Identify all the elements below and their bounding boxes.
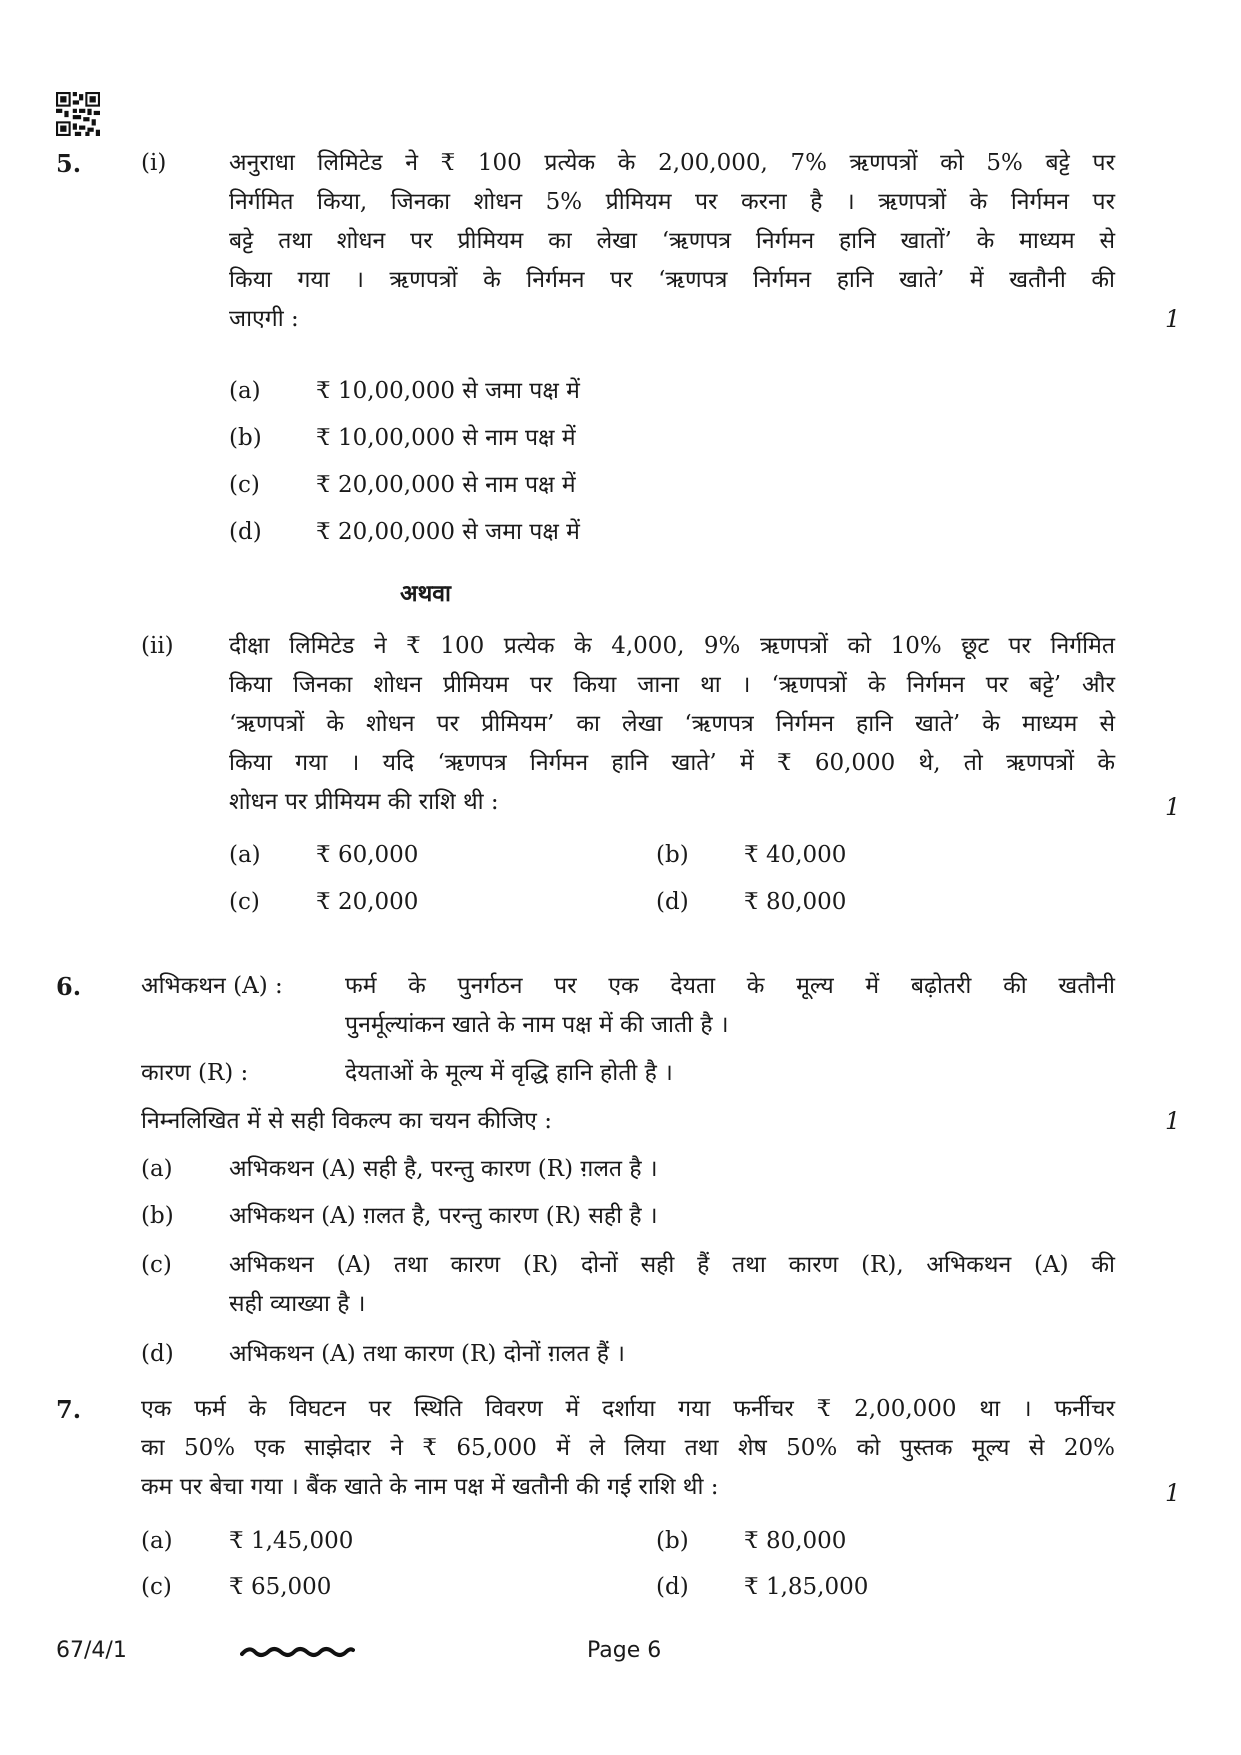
option-text bbox=[229, 1246, 1115, 1324]
instruction-text: निम्नलिखित में से सही विकल्प का चयन कीजिए : bbox=[141, 1108, 552, 1134]
option-text: ₹ 40,000 bbox=[744, 842, 847, 868]
option-line: सही व्याख्या है । bbox=[229, 1291, 366, 1317]
marks: 1 bbox=[1165, 1107, 1181, 1135]
marks: 1 bbox=[1165, 1479, 1181, 1507]
question-line: निर्गमित किया, जिनका शोधन 5% प्रीमियम पर करना है । ऋणपत्रों के निर्गमन पर bbox=[229, 189, 1115, 215]
option-label: (b) bbox=[656, 842, 689, 868]
question-text bbox=[229, 627, 1115, 822]
question-line: का 50% एक साझेदार ने ₹ 65,000 में ले लिया तथा शेष 50% को पुस्तक मूल्य से 20% bbox=[141, 1435, 1115, 1461]
option-label: (a) bbox=[141, 1156, 173, 1182]
question-text bbox=[229, 144, 1115, 339]
assertion-label: अभिकथन (A) : bbox=[141, 973, 283, 999]
question-line: अनुराधा लिमिटेड ने ₹ 100 प्रत्येक के 2,00,000, 7% ऋणपत्रों को 5% बट्टे पर bbox=[229, 150, 1115, 176]
option-label: (b) bbox=[141, 1203, 174, 1229]
option-label: (c) bbox=[229, 889, 260, 915]
part-label: (ii) bbox=[141, 633, 174, 659]
question-line: शोधन पर प्रीमियम की राशि थी : bbox=[229, 789, 499, 815]
qr-code bbox=[56, 92, 100, 136]
option-label: (a) bbox=[141, 1528, 173, 1554]
option-label: (d) bbox=[656, 889, 689, 915]
option-text: ₹ 20,00,000 से नाम पक्ष में bbox=[316, 472, 576, 498]
option-text: अभिकथन (A) ग़लत है, परन्तु कारण (R) सही है । bbox=[229, 1203, 658, 1229]
option-text: अभिकथन (A) सही है, परन्तु कारण (R) ग़लत है । bbox=[229, 1156, 658, 1182]
or-separator: अथवा bbox=[400, 580, 452, 607]
option-label: (d) bbox=[229, 519, 262, 545]
part-label: (i) bbox=[141, 150, 167, 176]
question-text bbox=[141, 1390, 1115, 1507]
marks: 1 bbox=[1165, 793, 1181, 821]
marks: 1 bbox=[1165, 305, 1181, 333]
question-number: 7. bbox=[56, 1395, 82, 1424]
option-label: (d) bbox=[656, 1574, 689, 1600]
question-number: 5. bbox=[56, 149, 82, 178]
option-label: (c) bbox=[141, 1574, 172, 1600]
question-line: जाएगी : bbox=[229, 306, 299, 332]
option-text: ₹ 10,00,000 से जमा पक्ष में bbox=[316, 378, 580, 404]
question-line: कम पर बेचा गया । बैंक खाते के नाम पक्ष में खतौनी की गई राशि थी : bbox=[141, 1474, 719, 1500]
question-line: किया गया । ऋणपत्रों के निर्गमन पर ‘ऋणपत्र निर्गमन हानि खाते’ में खतौनी की bbox=[229, 267, 1115, 293]
option-text: ₹ 1,85,000 bbox=[744, 1574, 869, 1600]
option-text: ₹ 20,000 bbox=[316, 889, 419, 915]
option-text: अभिकथन (A) तथा कारण (R) दोनों ग़लत हैं । bbox=[229, 1341, 626, 1367]
option-label: (a) bbox=[229, 842, 261, 868]
option-text: ₹ 20,00,000 से जमा पक्ष में bbox=[316, 519, 580, 545]
assertion-line: फर्म के पुनर्गठन पर एक देयता के मूल्य में बढ़ोतरी की खतौनी bbox=[345, 973, 1115, 999]
option-line: अभिकथन (A) तथा कारण (R) दोनों सही हैं तथा कारण (R), अभिकथन (A) की bbox=[229, 1252, 1115, 1278]
question-number: 6. bbox=[56, 972, 82, 1001]
option-text: ₹ 1,45,000 bbox=[229, 1528, 354, 1554]
option-label: (c) bbox=[229, 472, 260, 498]
reason-text: देयताओं के मूल्य में वृद्धि हानि होती है । bbox=[345, 1060, 673, 1086]
option-text: ₹ 80,000 bbox=[744, 889, 847, 915]
question-line: किया जिनका शोधन प्रीमियम पर किया जाना था । ‘ऋणपत्रों के निर्गमन पर बट्टे’ और bbox=[229, 672, 1115, 698]
option-label: (a) bbox=[229, 378, 261, 404]
question-line: किया गया । यदि ‘ऋणपत्र निर्गमन हानि खाते’ में ₹ 60,000 थे, तो ऋणपत्रों के bbox=[229, 750, 1115, 776]
tilde-ornament-icon bbox=[240, 1643, 355, 1661]
option-label: (b) bbox=[656, 1528, 689, 1554]
question-line: बट्टे तथा शोधन पर प्रीमियम का लेखा ‘ऋणपत्र निर्गमन हानि खातों’ के माध्यम से bbox=[229, 228, 1115, 254]
option-label: (b) bbox=[229, 425, 262, 451]
option-text: ₹ 60,000 bbox=[316, 842, 419, 868]
page-number: Page 6 bbox=[587, 1638, 662, 1663]
option-label: (c) bbox=[141, 1252, 172, 1278]
option-text: ₹ 80,000 bbox=[744, 1528, 847, 1554]
question-line: ‘ऋणपत्रों के शोधन पर प्रीमियम’ का लेखा ‘ऋणपत्र निर्गमन हानि खाते’ के माध्यम से bbox=[229, 711, 1115, 737]
option-text: ₹ 65,000 bbox=[229, 1574, 332, 1600]
option-label: (d) bbox=[141, 1341, 174, 1367]
assertion-line: पुनर्मूल्यांकन खाते के नाम पक्ष में की जाती है । bbox=[345, 1012, 729, 1038]
question-line: दीक्षा लिमिटेड ने ₹ 100 प्रत्येक के 4,000, 9% ऋणपत्रों को 10% छूट पर निर्गमित bbox=[229, 633, 1115, 659]
paper-code: 67/4/1 bbox=[56, 1638, 127, 1663]
option-text: ₹ 10,00,000 से नाम पक्ष में bbox=[316, 425, 576, 451]
assertion-text bbox=[345, 967, 1115, 1045]
question-line: एक फर्म के विघटन पर स्थिति विवरण में दर्शाया गया फर्नीचर ₹ 2,00,000 था । फर्नीचर bbox=[141, 1396, 1115, 1422]
reason-label: कारण (R) : bbox=[141, 1060, 249, 1086]
